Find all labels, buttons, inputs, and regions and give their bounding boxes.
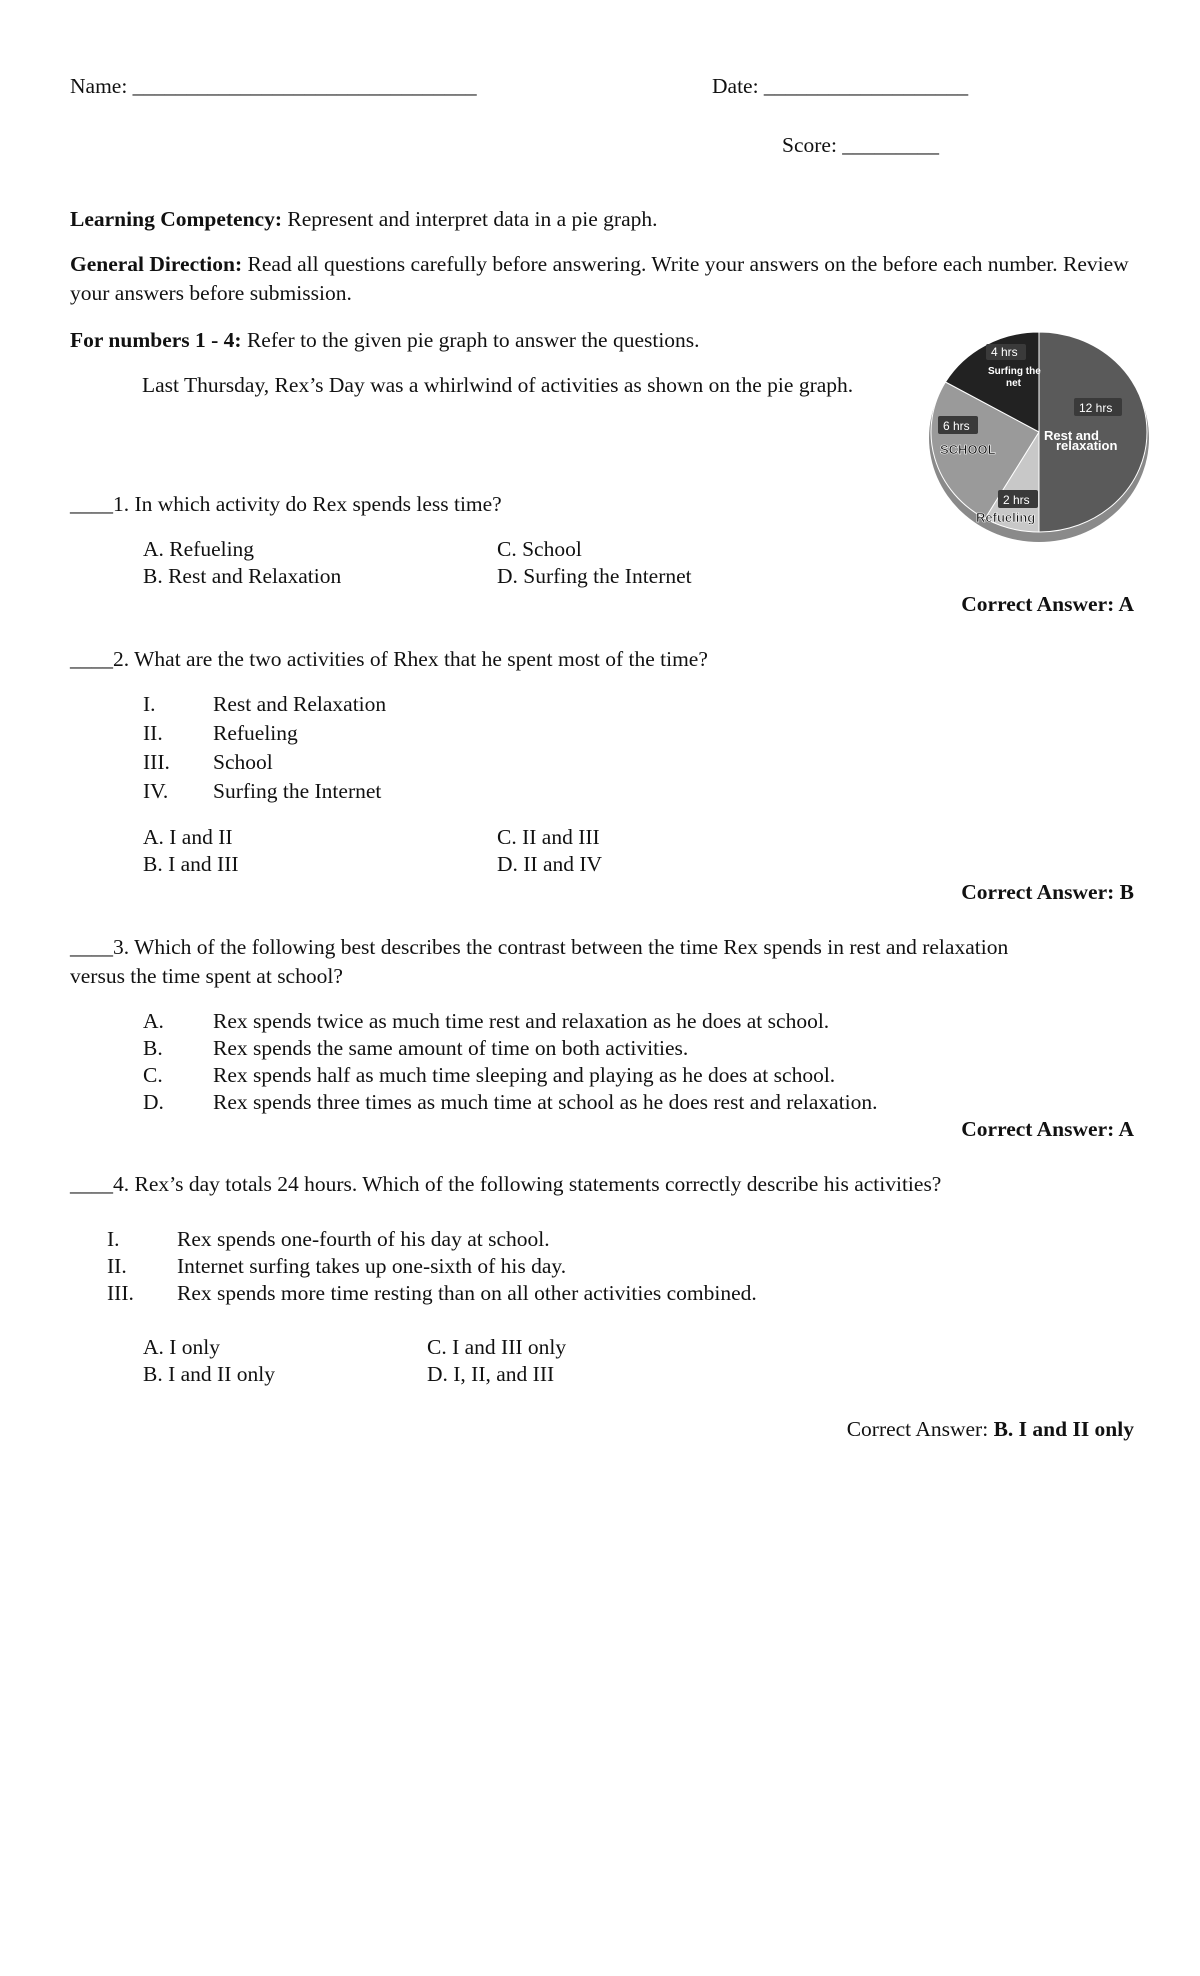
q4-option-d[interactable]: D. I, II, and III [427, 1362, 555, 1386]
q3-choice-text-d[interactable]: Rex spends three times as much time at school as he does rest and relaxation. [213, 1090, 878, 1114]
q2-roman-num-4: IV. [143, 779, 169, 803]
q4-correct-answer [847, 1415, 1134, 1444]
numbers-text: Refer to the given pie graph to answer the questions. [241, 328, 700, 352]
pie-category-label: Refueling [976, 510, 1036, 525]
question-2-stem: ____2. What are the two activities of Rhex that he spent most of the time? [70, 647, 708, 671]
pie-hours-label: 6 hrs [943, 419, 970, 433]
direction-label: General Direction: [70, 252, 243, 276]
q3-choice-letter-a[interactable]: A. [143, 1009, 164, 1033]
pie-category-label: net [1006, 378, 1021, 389]
pie-hours-label: 12 hrs [1079, 401, 1113, 415]
q1-option-c[interactable]: C. School [497, 537, 582, 561]
q2-roman-num-2: II. [143, 721, 163, 745]
q4-roman-text-2: Internet surfing takes up one-sixth of his day. [177, 1254, 567, 1278]
name-field-label[interactable]: Name: ________________________________ [70, 74, 477, 98]
question-3-stem-line2: versus the time spent at school? [70, 964, 343, 988]
question-1-stem: ____1. In which activity do Rex spends less time? [70, 492, 502, 516]
q2-option-d[interactable]: D. II and IV [497, 852, 603, 876]
q4-roman-text-3: Rex spends more time resting than on all other activities combined. [177, 1281, 757, 1305]
q2-roman-text-1: Rest and Relaxation [213, 692, 387, 716]
pie-hours-label: 4 hrs [991, 345, 1018, 359]
q4-roman-text-1: Rex spends one-fourth of his day at school. [177, 1227, 550, 1251]
pie-category-label: Rest and [1044, 428, 1099, 443]
q2-option-b[interactable]: B. I and III [143, 852, 239, 876]
q2-correct-answer: Correct Answer: B [961, 880, 1134, 904]
question-4-stem: ____4. Rex’s day totals 24 hours. Which of the following statements correctly describe his activities? [70, 1172, 942, 1196]
q4-answer-value: B. I and II only [993, 1417, 1134, 1441]
q2-option-a[interactable]: A. I and II [143, 825, 233, 849]
q3-choice-text-a[interactable]: Rex spends twice as much time rest and relaxation as he does at school. [213, 1009, 830, 1033]
learning-competency [70, 205, 658, 234]
q3-choice-letter-d[interactable]: D. [143, 1090, 164, 1114]
q2-roman-text-3: School [213, 750, 273, 774]
pie-category-label: SCHOOL [940, 442, 996, 457]
numbers-instruction [70, 326, 700, 355]
q3-choice-letter-b[interactable]: B. [143, 1036, 163, 1060]
direction-text: Read all questions carefully before answering. Write your answers on the before each number. Review your answers before submission. [70, 252, 1129, 306]
q4-roman-num-1: I. [107, 1227, 120, 1251]
q2-roman-text-2: Refueling [213, 721, 298, 745]
q1-correct-answer: Correct Answer: A [961, 592, 1134, 616]
q3-choice-letter-c[interactable]: C. [143, 1063, 163, 1087]
q1-option-a[interactable]: A. Refueling [143, 537, 255, 561]
q2-roman-text-4: Surfing the Internet [213, 779, 382, 803]
q2-roman-num-3: III. [143, 750, 170, 774]
pie-chart [926, 328, 1156, 548]
q4-roman-num-2: II. [107, 1254, 127, 1278]
q3-choice-text-c[interactable]: Rex spends half as much time sleeping and playing as he does at school. [213, 1063, 836, 1087]
q4-option-a[interactable]: A. I only [143, 1335, 221, 1359]
q4-roman-num-3: III. [107, 1281, 134, 1305]
q4-option-c[interactable]: C. I and III only [427, 1335, 567, 1359]
general-direction [70, 250, 1140, 308]
date-field-label[interactable]: Date: ___________________ [712, 74, 969, 98]
q1-option-d[interactable]: D. Surfing the Internet [497, 564, 692, 588]
q4-option-b[interactable]: B. I and II only [143, 1362, 275, 1386]
competency-label: Learning Competency: [70, 207, 282, 231]
q3-correct-answer: Correct Answer: A [961, 1117, 1134, 1141]
score-field-label[interactable]: Score: _________ [782, 133, 940, 157]
story-paragraph: Last Thursday, Rex’s Day was a whirlwind of activities as shown on the pie graph. [142, 373, 854, 397]
q3-choice-text-b[interactable]: Rex spends the same amount of time on both activities. [213, 1036, 689, 1060]
q2-option-c[interactable]: C. II and III [497, 825, 600, 849]
numbers-label: For numbers 1 - 4: [70, 328, 242, 352]
pie-hours-label: 2 hrs [1003, 493, 1030, 507]
question-3-stem-line1: ____3. Which of the following best describes the contrast between the time Rex spends in rest and relaxation [70, 935, 1009, 959]
q4-answer-prefix: Correct Answer: [846, 1417, 994, 1441]
q2-roman-num-1: I. [143, 692, 156, 716]
pie-category-label: Surfing the [988, 366, 1041, 377]
competency-text: Represent and interpret data in a pie graph. [282, 207, 658, 231]
q1-option-b[interactable]: B. Rest and Relaxation [143, 564, 342, 588]
pie-category-label: relaxation [1056, 438, 1118, 453]
